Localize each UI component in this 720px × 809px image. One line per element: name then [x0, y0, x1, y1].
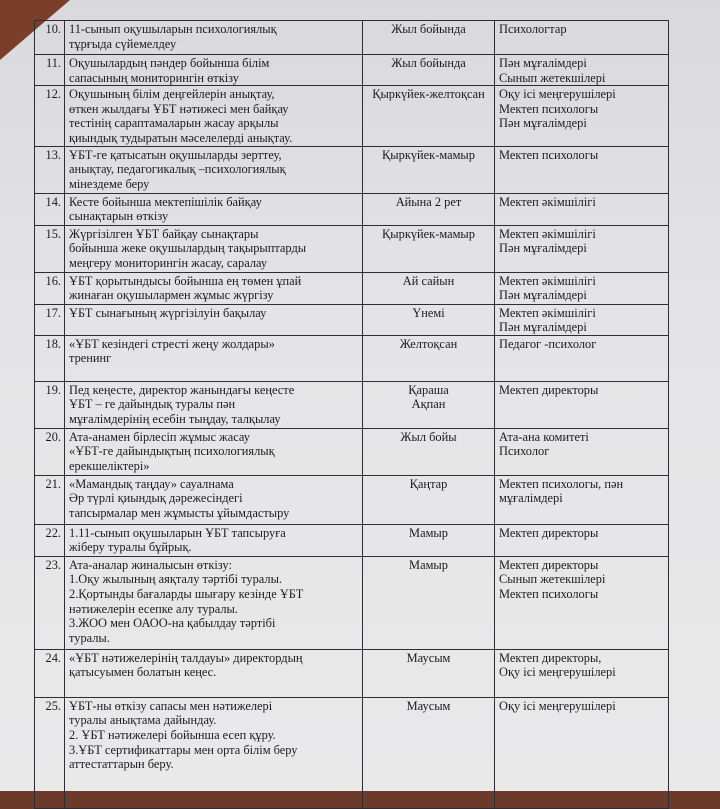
task-description: Ата-аналар жиналысын өткізу: 1.Оқу жылының аяқталу тәртібі туралы. 2.Қортынды бағаларды шығару кезінде ҰБТ нәтижелерін есепке алу туралы. 3.ЖОО мен ОАОО-на қабылдау тәртібі туралы. — [65, 556, 363, 649]
row-number: 19. — [35, 381, 65, 428]
task-description: Кесте бойынша мектепішілік байқау сынақтарын өткізу — [65, 193, 363, 225]
table-row — [35, 335, 669, 381]
task-description: ҰБТ-ны өткізу сапасы мен нәтижелері туралы анықтама дайындау. 2. ҰБТ нәтижелері бойынша есеп құру. 3.ҰБТ сертификаттары мен орта білім беру аттестаттарын беру. — [65, 697, 363, 808]
task-responsible: Пән мұғалімдері Сынып жетекшілері — [495, 55, 669, 86]
row-number: 17. — [35, 304, 65, 335]
task-deadline: Жыл бойында — [363, 21, 495, 55]
task-description: «ҰБТ нәтижелерінің талдауы» директордың қатысуымен болатын кеңес. — [65, 649, 363, 697]
task-responsible: Мектеп директоры — [495, 524, 669, 556]
row-number: 14. — [35, 193, 65, 225]
task-responsible: Оқу ісі меңгерушілері Мектеп психологы Пән мұғалімдері — [495, 86, 669, 146]
table-row — [35, 55, 669, 86]
task-deadline: Мамыр — [363, 556, 495, 649]
task-deadline: Қаңтар — [363, 475, 495, 524]
row-number: 24. — [35, 649, 65, 697]
task-responsible: Мектеп психологы — [495, 146, 669, 193]
row-number: 15. — [35, 225, 65, 272]
row-number: 25. — [35, 697, 65, 808]
table-row — [35, 146, 669, 193]
task-deadline: Қараша Ақпан — [363, 381, 495, 428]
task-deadline: Маусым — [363, 649, 495, 697]
table-row — [35, 381, 669, 428]
task-description: ҰБТ сынағының жүргізілуін бақылау — [65, 304, 363, 335]
task-description: Оқушының білім деңгейлерін анықтау, өткен жылдағы ҰБТ нәтижесі мен байқау тестінің сараптамаларын жасау арқылы қиындық тудыратын мәселелерді анықтау. — [65, 86, 363, 146]
table-row — [35, 225, 669, 272]
task-description: Ата-анамен бірлесіп жұмыс жасау «ҰБТ-ге дайындықтың психологиялық ерекшеліктері» — [65, 428, 363, 475]
task-description: Оқушылардың пәндер бойынша білім сапасының мониторингін өткізу — [65, 55, 363, 86]
table-row — [35, 556, 669, 649]
table-row — [35, 649, 669, 697]
plan-table — [34, 20, 669, 809]
task-description: Жүргізілген ҰБТ байқау сынақтары бойынша жеке оқушылардың тақырыптарды меңгеру мониторингін жасау, саралау — [65, 225, 363, 272]
row-number: 12. — [35, 86, 65, 146]
task-responsible: Оқу ісі меңгерушілері — [495, 697, 669, 808]
task-description: 11-сынып оқушыларын психологиялық тұрғыда сүйемелдеу — [65, 21, 363, 55]
table-row — [35, 86, 669, 146]
row-number: 11. — [35, 55, 65, 86]
task-description: Пед кеңесте, директор жанындағы кеңесте ҰБТ – ге дайындық туралы пән мұғалімдерінің есебін тыңдау, талқылау — [65, 381, 363, 428]
row-number: 20. — [35, 428, 65, 475]
task-responsible: Мектеп әкімшілігі Пән мұғалімдері — [495, 225, 669, 272]
table-row — [35, 272, 669, 304]
row-number: 10. — [35, 21, 65, 55]
task-responsible: Мектеп директоры, Оқу ісі меңгерушілері — [495, 649, 669, 697]
task-description: «Мамандық таңдау» сауалнама Әр түрлі қиындық дәрежесіндегі тапсырмалар мен жұмысты ұйымдастыру — [65, 475, 363, 524]
task-description: ҰБТ-ге қатысатын оқушыларды зерттеу, анықтау, педагогикалық –психологиялық мінездеме беру — [65, 146, 363, 193]
row-number: 18. — [35, 335, 65, 381]
task-deadline: Қыркүйек-мамыр — [363, 146, 495, 193]
task-responsible: Ата-ана комитеті Психолог — [495, 428, 669, 475]
table-row — [35, 21, 669, 55]
task-description: «ҰБТ кезіндегі стресті жеңу жолдары» тренинг — [65, 335, 363, 381]
task-deadline: Ай сайын — [363, 272, 495, 304]
task-deadline: Желтоқсан — [363, 335, 495, 381]
task-deadline: Үнемі — [363, 304, 495, 335]
row-number: 13. — [35, 146, 65, 193]
task-responsible: Мектеп әкімшілігі — [495, 193, 669, 225]
table-row — [35, 697, 669, 808]
task-deadline: Қыркүйек-мамыр — [363, 225, 495, 272]
task-responsible: Мектеп әкімшілігі Пән мұғалімдері — [495, 304, 669, 335]
task-responsible: Мектеп директоры — [495, 381, 669, 428]
table-row — [35, 428, 669, 475]
task-description: 1.11-сынып оқушыларын ҰБТ тапсыруға жіберу туралы бұйрық. — [65, 524, 363, 556]
row-number: 16. — [35, 272, 65, 304]
task-description: ҰБТ қорытындысы бойынша ең төмен ұпай жинаған оқушылармен жұмыс жүргізу — [65, 272, 363, 304]
table-row — [35, 193, 669, 225]
task-responsible: Мектеп әкімшілігі Пән мұғалімдері — [495, 272, 669, 304]
task-deadline: Маусым — [363, 697, 495, 808]
table-row — [35, 475, 669, 524]
task-deadline: Мамыр — [363, 524, 495, 556]
table-row — [35, 304, 669, 335]
task-deadline: Қыркүйек-желтоқсан — [363, 86, 495, 146]
task-deadline: Жыл бойында — [363, 55, 495, 86]
table-row — [35, 524, 669, 556]
plan-table-body — [35, 21, 669, 809]
row-number: 22. — [35, 524, 65, 556]
row-number: 23. — [35, 556, 65, 649]
task-deadline: Жыл бойы — [363, 428, 495, 475]
task-deadline: Айына 2 рет — [363, 193, 495, 225]
row-number: 21. — [35, 475, 65, 524]
task-responsible: Педагог -психолог — [495, 335, 669, 381]
task-responsible: Психологтар — [495, 21, 669, 55]
task-responsible: Мектеп директоры Сынып жетекшілері Мектеп психологы — [495, 556, 669, 649]
task-responsible: Мектеп психологы, пән мұғалімдері — [495, 475, 669, 524]
